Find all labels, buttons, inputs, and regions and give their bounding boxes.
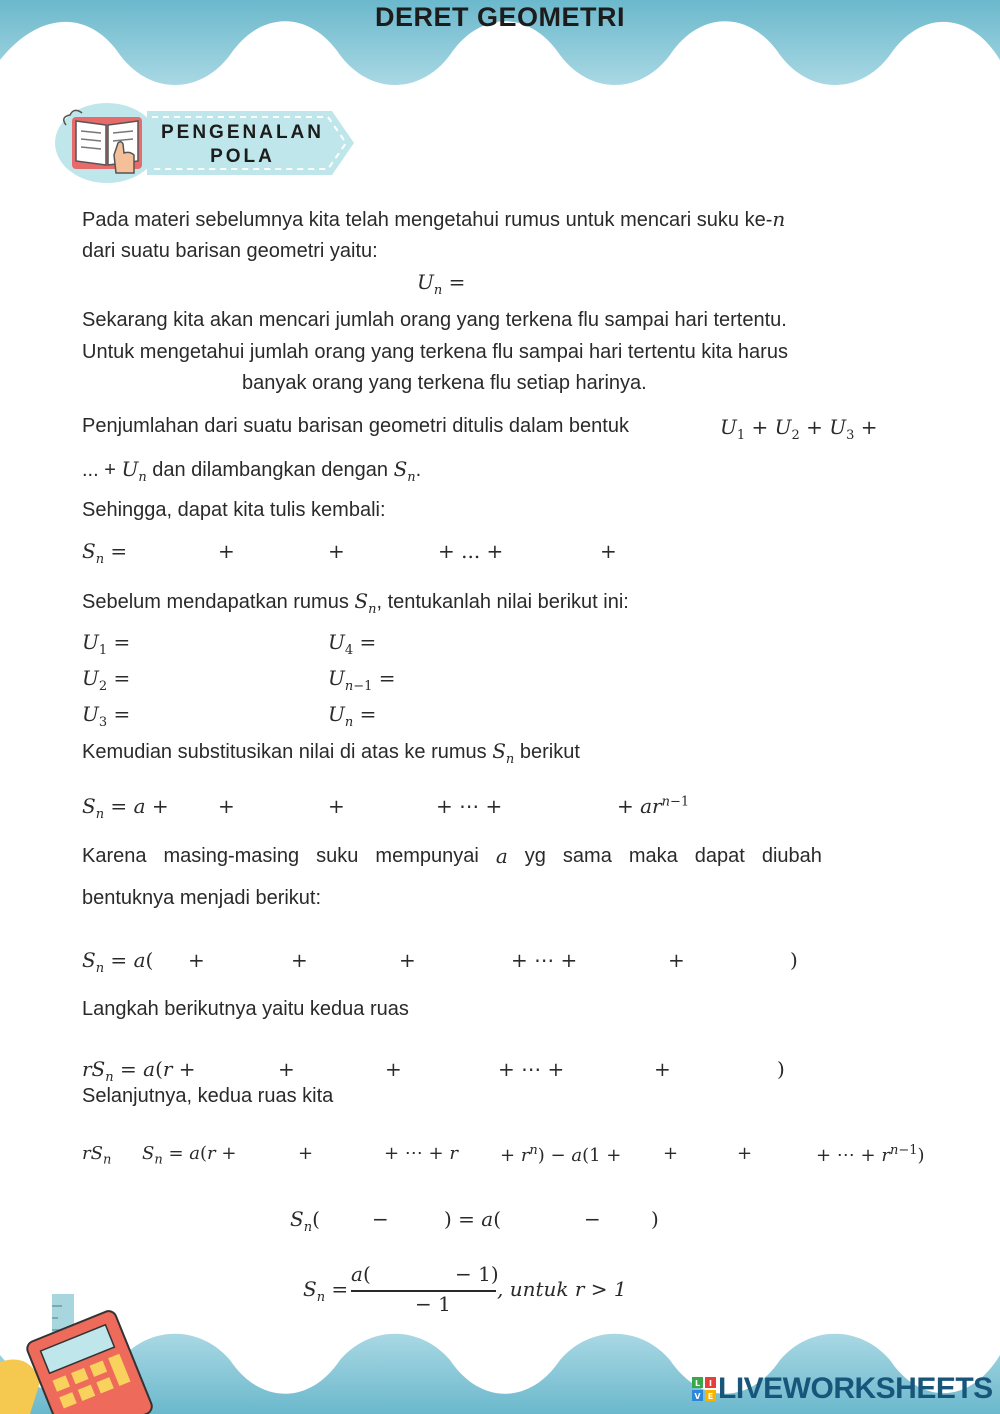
plus-sign: + (668, 948, 685, 972)
plus-sign: + (328, 539, 345, 563)
intro-line-1-text: Pada materi sebelumnya kita telah mengetahui rumus untuk mencari suku ke- (82, 209, 773, 231)
plus-cdots-plus: + ⋯ + (436, 794, 503, 818)
svg-text:E: E (707, 1392, 714, 1401)
para2-line-3: banyak orang yang terkena flu setiap harinya. (242, 372, 647, 394)
fraction-denominator: − 1 (415, 1292, 451, 1316)
sn-subtraction-expression: $S_n = a(r$ + (142, 1143, 237, 1168)
section-badge-line2: POLA (210, 146, 275, 167)
u3-value: $U_3$ = (82, 702, 131, 730)
un-symbol: U (121, 457, 139, 481)
plus-sign: + (737, 1143, 753, 1164)
para3-line-2: ... + $U_n$ dan dilambangkan dengan $S_n$. (82, 457, 422, 485)
selanjutnya-line: Selanjutnya, kedua ruas kita (82, 1085, 334, 1107)
open-book-icon (64, 110, 142, 173)
calculator-icon (25, 1309, 154, 1414)
section-badge-label (160, 121, 325, 169)
sn-factor-line: $S_n$( (290, 1207, 320, 1235)
plus-sign: + (399, 948, 416, 972)
liveworksheets-brand[interactable]: LIVEWORKSHEETS (718, 1372, 993, 1405)
close-paren: ) (777, 1057, 785, 1081)
plus-sign: + (188, 948, 205, 972)
intro-line-2: dari suatu barisan geometri yaitu: (82, 240, 378, 262)
untuk-condition: , untuk r > 1 (497, 1277, 627, 1301)
page-title: DERET GEOMETRI (374, 2, 625, 32)
final-sn-equals: $S_n$ = (303, 1277, 349, 1305)
karena-line-1: Karena masing-masing suku mempunyai a yg sama maka dapat diubah (82, 841, 822, 871)
plus-cdots-plus-r: + ⋯ + r (384, 1143, 458, 1164)
intro-line-1 (82, 204, 785, 235)
section-badge-line1: PENGENALAN (160, 122, 324, 143)
svg-text:L: L (694, 1379, 701, 1388)
sebelum-line: Sebelum mendapatkan rumus $S_n$, tentukanlah nilai berikut ini: (82, 589, 629, 617)
plus-sign: + (278, 1057, 295, 1081)
para2-line-1: Sekarang kita akan mencari jumlah orang yang terkena flu sampai hari tertentu. (82, 309, 787, 331)
plus-sign: + (600, 539, 617, 563)
numerator-minus-one: − 1) (455, 1262, 499, 1286)
para3-line-2-text: dan dilambangkan dengan (146, 459, 394, 481)
sum-expression-u1-u3: $U_1 + U_2 + U_3$ + (720, 415, 878, 443)
un-formula: $U_n$ = (417, 270, 466, 298)
sn-substitution: $S_n = a$ + (82, 794, 169, 822)
plus-cdots-plus: + ⋯ + (498, 1057, 565, 1081)
kemudian-line: Kemudian substitusikan nilai di atas ke rumus $S_n$ berikut (82, 739, 580, 767)
ar-n-minus-1-term: + $ar^{n-1}$ (617, 794, 690, 818)
un-minus-1-value: $U_{n-1}$ = (328, 666, 396, 694)
calculator-illustration (0, 1292, 170, 1414)
minus-sign: − (372, 1207, 389, 1231)
sn-sum-line: $S_n$ = (82, 539, 128, 567)
sn-factored: $S_n = a$( (82, 948, 154, 976)
fraction-numerator: a( (351, 1262, 371, 1286)
sehingga-line: Sehingga, dapat kita tulis kembali: (82, 499, 386, 521)
u1-value: $U_1$ = (82, 630, 131, 658)
u2-value: $U_2$ = (82, 666, 131, 694)
plus-sign: + (291, 948, 308, 972)
r-sn-symbol: $rS_n$ (82, 1143, 112, 1168)
plus-sign: + (663, 1143, 679, 1164)
un-value: $U_n$ = (328, 702, 377, 730)
karena-variable-a: a (495, 844, 508, 868)
plus-sign: + (385, 1057, 402, 1081)
r-sn-expression: $rS_n = a(r$ + (82, 1057, 196, 1085)
langkah-line: Langkah berikutnya yaitu kedua ruas (82, 998, 409, 1020)
intro-variable-n: n (772, 207, 786, 231)
plus-cdots-rn-minus-1: + ⋯ + $r^{n-1}$) (816, 1143, 925, 1166)
plus-sign: + (654, 1057, 671, 1081)
plus-sign: + (218, 539, 235, 563)
svg-text:V: V (694, 1392, 701, 1401)
close-paren: ) (790, 948, 798, 972)
para2-line-2: Untuk mengetahui jumlah orang yang terkena flu sampai hari tertentu kita harus (82, 341, 788, 363)
plus-dots-plus: + ... + (438, 539, 504, 563)
plus-sign: + (328, 794, 345, 818)
svg-text:I: I (709, 1379, 712, 1388)
close-paren: ) (651, 1207, 659, 1231)
plus-rn-minus-a: + $r^n) - a(1$ + (500, 1143, 622, 1166)
minus-sign: − (584, 1207, 601, 1231)
para3-line-1: Penjumlahan dari suatu barisan geometri ditulis dalam bentuk (82, 415, 629, 437)
plus-cdots-plus: + ⋯ + (511, 948, 578, 972)
plus-sign: + (218, 794, 235, 818)
liveworksheets-logo-icon (692, 1377, 716, 1401)
u4-value: $U_4$ = (328, 630, 377, 658)
plus-sign: + (298, 1143, 314, 1164)
equals-a-open: ) = a( (444, 1207, 502, 1231)
karena-line-2: bentuknya menjadi berikut: (82, 887, 322, 909)
para3-dots: ... + (82, 459, 122, 481)
